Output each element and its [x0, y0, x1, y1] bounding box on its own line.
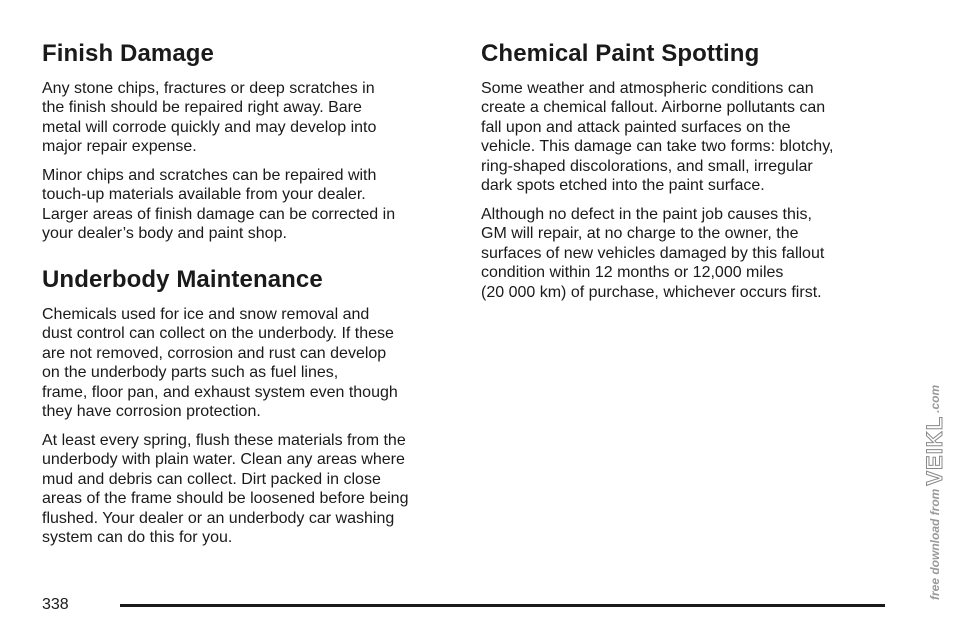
- underbody-paragraph-2: At least every spring, flush these materials from the underbody with plain water. Clean any areas where mud and debris can collect. Dirt packed in close areas of the frame should be loosened before being flushed. Your dealer or an underbody car washing system can do this for you.: [42, 431, 409, 547]
- chemical-spotting-paragraph-2: Although no defect in the paint job causes this, GM will repair, at no charge to the owner, the surfaces of new vehicles damaged by this fallout condition within 12 months or 12,000 miles (20 000 km) of purchase, whichever occurs first.: [481, 205, 825, 301]
- finish-damage-paragraph-2: Minor chips and scratches can be repaired with touch-up materials available from your dealer. Larger areas of finish damage can be corrected in your dealer’s body and paint shop.: [42, 166, 396, 243]
- watermark-suffix: .com: [928, 384, 942, 413]
- underbody-paragraph-1: Chemicals used for ice and snow removal and dust control can collect on the underbody. If these are not removed, corrosion and rust can develop on the underbody parts such as fuel lines, frame, floor pan, and exhaust system even though they have corrosion protection.: [42, 305, 398, 421]
- section-title-finish-damage: Finish Damage: [42, 40, 215, 67]
- left-column: [42, 40, 452, 557]
- footer-divider: [120, 604, 885, 607]
- page-number: 338: [42, 596, 69, 613]
- chemical-spotting-paragraph-1: Some weather and atmospheric conditions can create a chemical fallout. Airborne pollutants can fall upon and attack painted surfaces on the vehicle. This damage can take two forms: blotchy, ring-shaped discolorations, and small, irregular dark spots etched into the paint surface.: [481, 79, 834, 195]
- watermark: [915, 340, 955, 600]
- watermark-prefix: free download from: [928, 488, 942, 600]
- right-column: [481, 40, 891, 311]
- section-title-chemical-paint-spotting: Chemical Paint Spotting: [481, 40, 760, 67]
- finish-damage-paragraph-1: Any stone chips, fractures or deep scratches in the finish should be repaired right away. Bare metal will corrode quickly and may develop into major repair expense.: [42, 79, 377, 156]
- watermark-logo: VEIKL: [922, 415, 947, 486]
- section-title-underbody-maintenance: Underbody Maintenance: [42, 265, 323, 293]
